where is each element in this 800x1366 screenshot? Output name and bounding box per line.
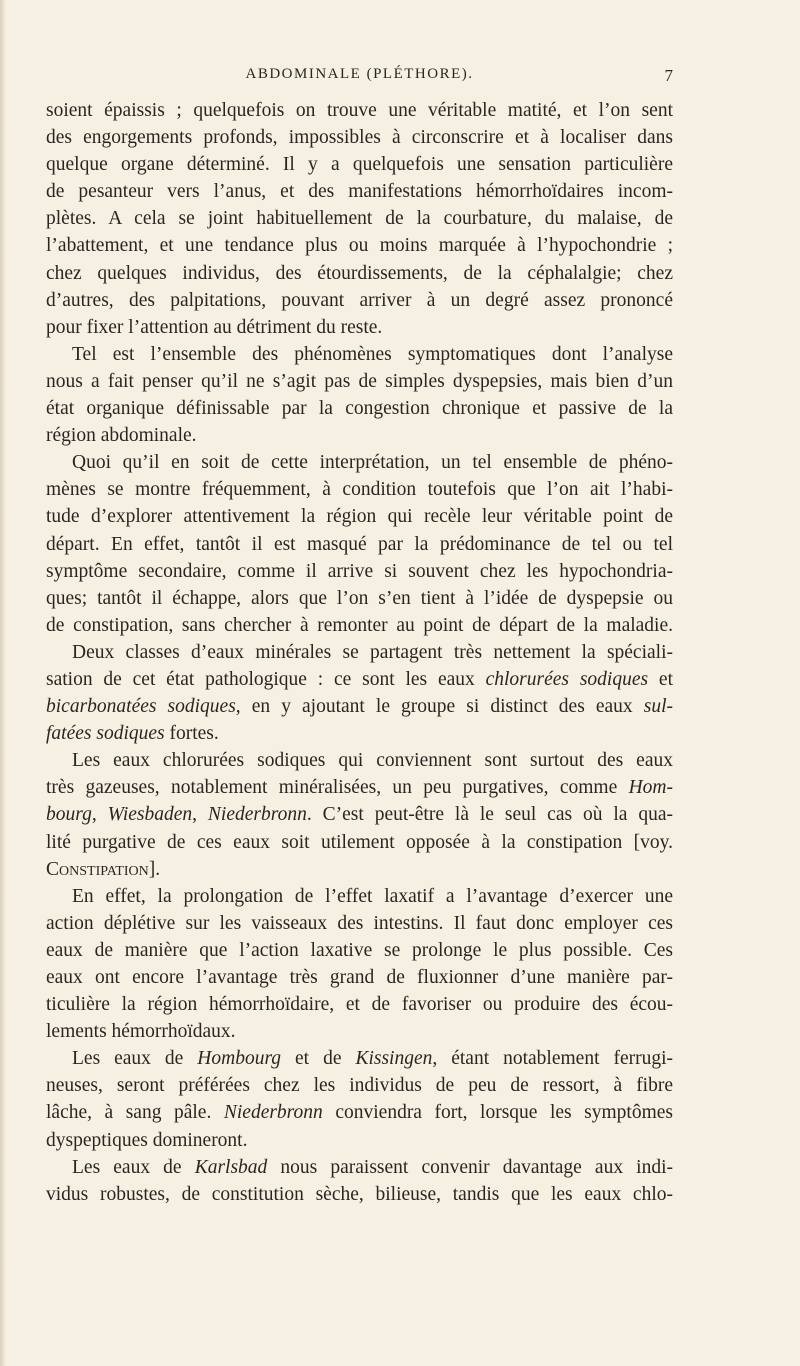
text-segment: Les eaux de (72, 1048, 198, 1070)
text-segment: eaux ont encore l’avantage très grand de fluxionner d’une manière par- (46, 967, 673, 988)
text-line (46, 531, 673, 558)
text-line (46, 476, 673, 503)
text-segment: Les eaux chlorurées sodiques qui conviennent sont surtout des eaux (72, 750, 673, 772)
text-segment: Tel est l’ensemble des phénomènes symptomatiques dont l’analyse (72, 343, 673, 365)
text-segment: plètes. A cela se joint habituellement de la courbature, du malaise, de (46, 208, 673, 230)
text-segment: de constipation, sans chercher à remonter au point de départ de la maladie. (46, 614, 673, 636)
text-segment: mènes se montre fréquemment, à condition toutefois que l’on ait l’habi- (46, 479, 673, 501)
text-line (46, 503, 673, 530)
text-segment: fortes. (164, 723, 219, 745)
text-segment: vidus robustes, de constitution sèche, bilieuse, tandis que les eaux chlo- (46, 1183, 673, 1205)
italic-text: Hom- (628, 777, 673, 799)
text-segment: eaux de manière que l’action laxative se prolonge le plus possible. Ces (46, 939, 673, 961)
text-segment: conviendra fort, lorsque les symptômes (322, 1102, 673, 1124)
text-segment: pour fixer l’attention au détriment du reste. (46, 316, 383, 338)
text-line (46, 747, 673, 774)
text-line (46, 314, 673, 341)
text-line (46, 97, 673, 124)
page-number: 7 (664, 66, 673, 85)
text-segment: nous paraissent convenir davantage aux indi- (267, 1156, 674, 1178)
text-segment: nous a fait penser qu’il ne s’agit pas de simples dyspepsies, mais bien d’un (46, 370, 673, 392)
italic-text: Kissingen (355, 1048, 433, 1070)
text-line (46, 693, 673, 720)
text-line (46, 612, 673, 639)
text-segment: Les eaux de (72, 1156, 195, 1178)
text-segment: . C’est peut-être là le seul cas où la qua- (306, 804, 673, 826)
text-segment: symptôme secondaire, comme il arrive si souvent chez les hypochondria- (46, 560, 673, 582)
text-line (46, 666, 673, 693)
italic-text: Hombourg (197, 1048, 282, 1070)
text-segment: tude d’explorer attentivement la région qui recèle leur véritable point de (46, 506, 673, 528)
text-line (46, 287, 673, 314)
text-segment: région abdominale. (46, 425, 197, 447)
text-line (46, 937, 673, 964)
text-segment: des engorgements profonds, impossibles à circonscrire et à localiser dans (46, 127, 673, 149)
text-segment: sation de cet état pathologique : ce sont les eaux (46, 668, 486, 690)
text-segment: ques; tantôt il échappe, alors que l’on s’en tient à l’idée de dyspepsie ou (46, 587, 673, 609)
text-segment: lâche, à sang pâle. (46, 1102, 224, 1124)
text-line (46, 1181, 673, 1208)
text-line (46, 341, 673, 368)
text-segment: l’abattement, et une tendance plus ou moins marquée à l’hypochondrie ; (46, 235, 673, 257)
text-segment: ]. (148, 858, 161, 880)
text-line (46, 1099, 673, 1126)
text-line (46, 964, 673, 991)
text-line (46, 232, 673, 259)
page-edge (0, 0, 6, 1366)
page-header (46, 66, 673, 92)
text-line (46, 178, 673, 205)
text-line (46, 801, 673, 828)
text-line (46, 883, 673, 910)
running-head: ABDOMINALE (PLÉTHORE). (245, 66, 474, 82)
text-line (46, 774, 673, 801)
text-segment: d’autres, des palpitations, pouvant arriver à un degré assez prononcé (46, 289, 673, 311)
text-segment: , (192, 804, 208, 826)
text-segment: neuses, seront préférées chez les individus de peu de ressort, à fibre (46, 1075, 673, 1097)
text-segment: , (91, 804, 108, 826)
text-line (46, 558, 673, 585)
text-line (46, 151, 673, 178)
text-line (46, 1018, 673, 1045)
text-segment: , en y ajoutant le groupe si distinct des eaux (235, 696, 644, 718)
text-segment: En effet, la prolongation de l’effet laxatif a l’avantage d’exercer une (72, 885, 673, 907)
text-line (46, 124, 673, 151)
text-line (46, 991, 673, 1018)
text-line (46, 422, 673, 449)
text-segment: Quoi qu’il en soit de cette interprétation, un tel ensemble de phéno- (72, 452, 673, 474)
text-line (46, 910, 673, 937)
italic-text: fatées sodiques (46, 723, 165, 745)
body-text (46, 97, 673, 1208)
text-segment: quelque organe déterminé. Il y a quelquefois une sensation particulière (46, 154, 673, 176)
text-segment: très gazeuses, notablement minéralisées, un peu purgatives, comme (46, 777, 629, 799)
text-segment: et (648, 668, 673, 690)
text-segment: lements hémorrhoïdaux. (46, 1021, 236, 1043)
text-line (46, 260, 673, 287)
text-segment: soient épaissis ; quelquefois on trouve une véritable matité, et l’on sent (46, 100, 673, 121)
text-line (46, 720, 673, 747)
italic-text: sul- (643, 696, 673, 718)
text-line (46, 829, 673, 856)
text-segment: action déplétive sur les vaisseaux des intestins. Il faut donc employer ces (46, 912, 673, 934)
text-segment: chez quelques individus, des étourdissements, de la céphalalgie; chez (46, 262, 673, 284)
text-segment: de pesanteur vers l’anus, et des manifestations hémorrhoïdaires incom- (46, 181, 673, 203)
small-caps-text: Constipation (46, 858, 149, 880)
text-line (46, 449, 673, 476)
italic-text: Wiesbaden (107, 804, 193, 826)
text-line (46, 585, 673, 612)
text-line (46, 1154, 673, 1181)
text-line (46, 205, 673, 232)
text-line (46, 1045, 673, 1072)
text-segment: départ. En effet, tantôt il est masqué par la prédominance de tel ou tel (46, 533, 673, 555)
text-segment: et de (281, 1048, 356, 1070)
text-line (46, 639, 673, 666)
text-line (46, 368, 673, 395)
text-segment: ticulière la région hémorrhoïdaire, et de favoriser ou produire des écou- (46, 994, 673, 1016)
text-segment: lité purgative de ces eaux soit utilement opposée à la constipation [voy. (46, 831, 673, 853)
text-line (46, 1072, 673, 1099)
text-segment: dyspeptiques domineront. (46, 1129, 248, 1151)
text-line (46, 395, 673, 422)
text-segment: état organique définissable par la congestion chronique et passive de la (46, 398, 673, 420)
italic-text: chlorurées sodiques (485, 668, 649, 690)
text-segment: Deux classes d’eaux minérales se partagent très nettement la spéciali- (72, 641, 673, 663)
text-segment: , étant notablement ferrugi- (432, 1048, 673, 1070)
text-line (46, 856, 673, 883)
italic-text: Karlsbad (194, 1156, 268, 1178)
text-line (46, 1127, 673, 1154)
italic-text: Niederbronn (223, 1102, 323, 1124)
italic-text: bourg (46, 804, 92, 826)
italic-text: bicarbonatées sodiques (46, 696, 236, 718)
italic-text: Niederbronn (207, 804, 307, 826)
